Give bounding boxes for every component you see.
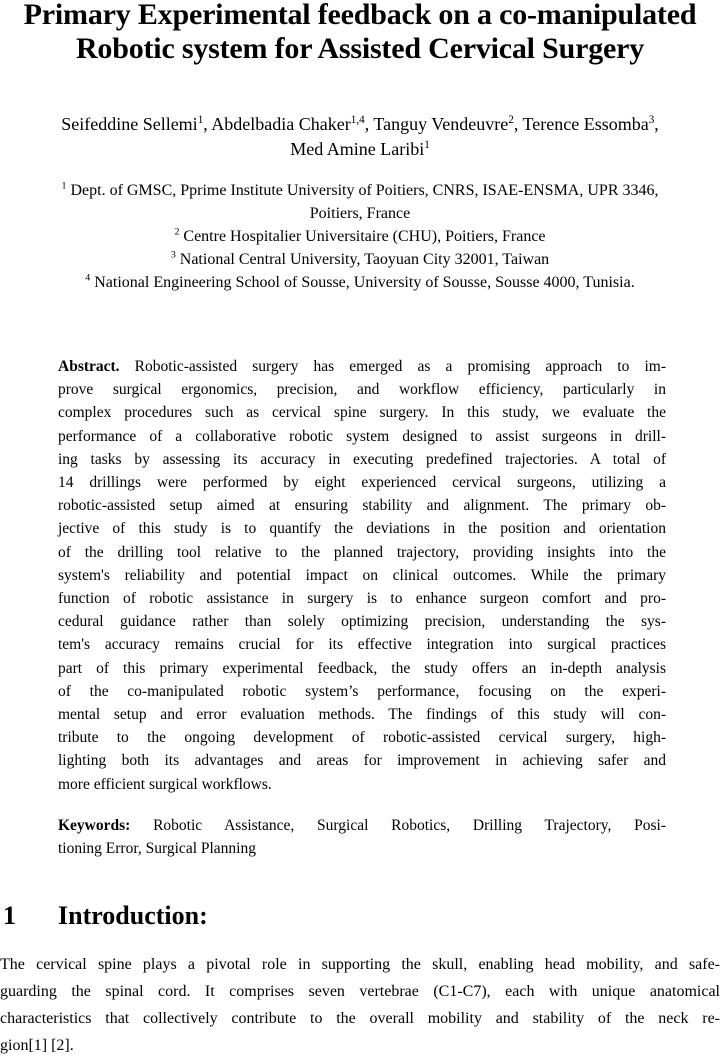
- introduction-paragraph: [0, 952, 720, 1058]
- paper-title-line: Robotic system for Assisted Cervical Surgery: [75, 32, 645, 65]
- affiliation-number: 1: [61, 180, 67, 192]
- affiliation-line: [0, 225, 720, 248]
- keywords-line: [58, 814, 666, 837]
- affiliation-text: Centre Hospitalier Universitaire (CHU), Poitiers, France: [183, 228, 546, 245]
- abstract-line: performance of a collaborative robotic system designed to assist surgeons in drill-: [58, 427, 666, 445]
- intro-line: The cervical spine plays a pivotal role in supporting the skull, enabling head mobility, and safe-: [0, 956, 720, 974]
- abstract-line: function of robotic assistance in surgery is to enhance surgeon comfort and pro-: [58, 590, 666, 608]
- affiliation-line: [0, 271, 720, 294]
- paper-title: [0, 0, 720, 66]
- affiliation-number: 2: [174, 226, 180, 238]
- affiliation-text: Poitiers, France: [309, 205, 411, 222]
- author-name: Abdelbadia Chaker: [211, 114, 351, 134]
- author-name: Terence Essomba: [522, 114, 649, 134]
- abstract-line: lighting both its advantages and areas for improvement in achieving safer and: [58, 752, 666, 770]
- affiliation-line: [0, 202, 720, 225]
- abstract-line: more efficient surgical workflows.: [58, 775, 272, 793]
- abstract-line: [58, 355, 666, 378]
- abstract-text: Robotic-assisted surgery has emerged as a promising approach to im-: [119, 358, 666, 375]
- author-affiliation-ref: 1: [424, 139, 430, 151]
- abstract-label: Abstract.: [58, 358, 120, 375]
- abstract-block: [58, 355, 666, 796]
- paper-title-line: Primary Experimental feedback on a co-manipulated: [23, 0, 697, 31]
- affiliation-text: Dept. of GMSC, Pprime Institute University of Poitiers, CNRS, ISAE-ENSMA, UPR 3346,: [70, 182, 659, 199]
- author-separator: ,: [513, 114, 523, 134]
- intro-line: gion[1] [2].: [0, 1036, 74, 1054]
- author-affiliation-ref: 1,4: [350, 114, 365, 126]
- abstract-line: tribute to the ongoing development of robotic-assisted cervical surgery, high-: [58, 729, 666, 747]
- affiliation-line: [0, 179, 720, 202]
- abstract-line: complex procedures such as cervical spine surgery. In this study, we evaluate the: [58, 404, 666, 422]
- author-list: [0, 112, 720, 162]
- keywords-line: tioning Error, Surgical Planning: [58, 840, 256, 858]
- affiliation-text: National Engineering School of Sousse, University of Sousse, Sousse 4000, Tunisia.: [94, 274, 635, 291]
- abstract-lines: [58, 378, 666, 796]
- abstract-line: cedural guidance rather than solely optimizing precision, understanding the sys-: [58, 613, 666, 631]
- abstract-line: prove surgical ergonomics, precision, and workflow efficiency, particularly in: [58, 381, 666, 399]
- author-name: Tanguy Vendeuvre: [373, 114, 509, 134]
- affiliation-number: 4: [85, 272, 91, 284]
- intro-line: characteristics that collectively contribute to the overall mobility and stability of the neck re-: [0, 1009, 720, 1027]
- affiliation-number: 3: [170, 249, 176, 261]
- author-name: Seifeddine Sellemi: [61, 114, 198, 134]
- abstract-line: robotic-assisted setup aimed at ensuring stability and alignment. The primary ob-: [58, 497, 666, 515]
- keywords-text: Robotic Assistance, Surgical Robotics, Drilling Trajectory, Posi-: [130, 816, 666, 834]
- abstract-line: of the drilling tool relative to the planned trajectory, providing insights into the: [58, 543, 666, 561]
- section-heading: [0, 898, 720, 934]
- keywords-block: [58, 814, 666, 860]
- affiliation-text: National Central University, Taoyuan City 32001, Taiwan: [179, 251, 550, 268]
- abstract-line: tem's accuracy remains crucial for its effective integration into surgical practices: [58, 636, 666, 654]
- affiliation-list: [0, 179, 720, 294]
- author-separator: ,: [364, 114, 374, 134]
- abstract-line: 14 drillings were performed by eight experienced cervical surgeons, utilizing a: [58, 474, 666, 492]
- abstract-line: system's reliability and potential impact on clinical outcomes. While the primary: [58, 566, 666, 584]
- author-separator: ,: [203, 114, 212, 134]
- abstract-line: mental setup and error evaluation methods. The findings of this study will con-: [58, 706, 666, 724]
- authors-line1: [0, 112, 720, 137]
- abstract-line: ing tasks by assessing its accuracy in executing predefined trajectories. A total of: [58, 450, 666, 468]
- author-name: Med Amine Laribi: [290, 139, 425, 159]
- section-number: 1: [3, 901, 16, 931]
- authors-line2: [0, 137, 720, 162]
- intro-line: guarding the spinal cord. It comprises seven vertebrae (C1-C7), each with unique anatomical: [0, 983, 720, 1001]
- section-title: Introduction:: [58, 901, 208, 931]
- keywords-label: Keywords:: [58, 816, 131, 834]
- abstract-line: part of this primary experimental feedback, the study offers an in-depth analysis: [58, 659, 666, 677]
- author-affiliation-ref: 2: [508, 114, 514, 126]
- abstract-line: of the co-manipulated robotic system’s performance, focusing on the experi-: [58, 682, 666, 700]
- author-affiliation-ref: 1: [197, 114, 204, 126]
- abstract-line: jective of this study is to quantify the deviations in the position and orientation: [58, 520, 666, 538]
- author-separator: ,: [654, 114, 659, 134]
- author-affiliation-ref: 3: [648, 114, 655, 126]
- affiliation-line: [0, 248, 720, 271]
